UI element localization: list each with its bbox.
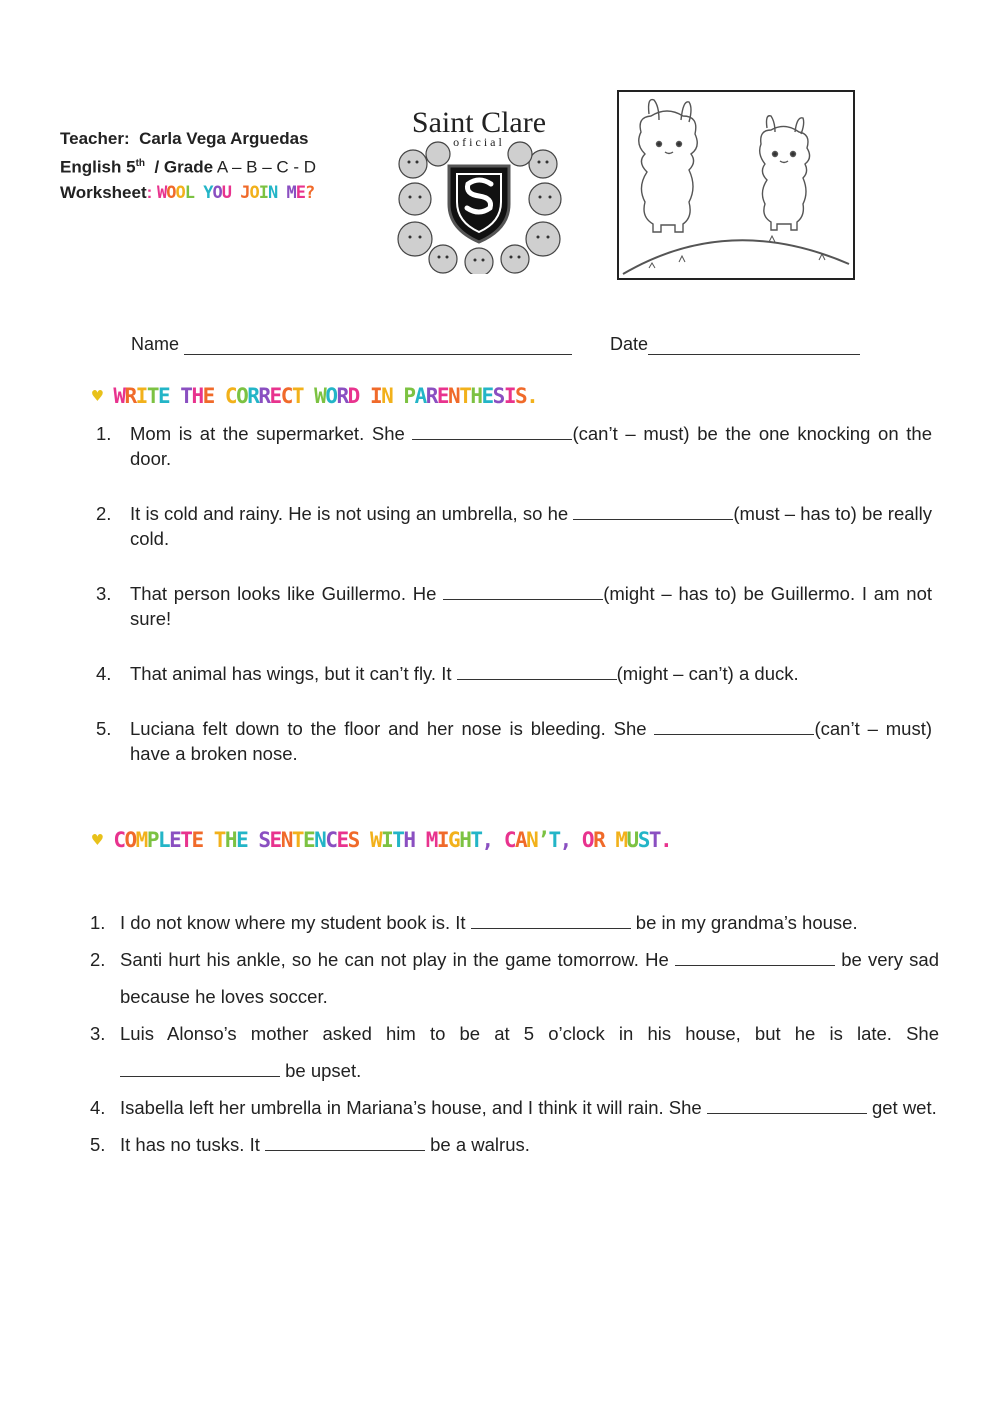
list-item: 1. I do not know where my student book is. It be in my grandma’s house. — [90, 912, 858, 933]
logo-graphic — [393, 104, 565, 274]
answer-blank[interactable] — [457, 662, 617, 680]
subject-sup: th — [135, 158, 146, 169]
subject-line — [60, 151, 316, 180]
answer-blank[interactable] — [412, 422, 572, 440]
llamas-icon — [619, 92, 853, 278]
heart-icon: ♥ — [92, 385, 102, 407]
answer-blank[interactable] — [471, 911, 631, 929]
section2-title — [92, 828, 671, 852]
worksheet-colon: : — [146, 182, 153, 202]
answer-blank[interactable] — [654, 717, 814, 735]
list-item: 4. That animal has wings, but it can’t fly. It (might – can’t) a duck. — [96, 663, 799, 684]
header-info — [60, 126, 316, 206]
subject-label: English 5 — [60, 157, 136, 177]
name-label: Name — [131, 334, 180, 354]
list-item: 1. Mom is at the supermarket. She (can’t – must) be the one knocking on the door. — [96, 423, 932, 469]
teacher-label: Teacher: — [60, 129, 130, 148]
grade-value: A – B – C - D — [216, 157, 317, 177]
logo-sub: oficial — [453, 135, 505, 149]
teacher-line — [60, 126, 316, 151]
list-item: 3. Luis Alonso’s mother asked him to be at 5 o’clock in his house, but he is late. She be upset. — [90, 1023, 939, 1081]
list-item: 5. Luciana felt down to the floor and her nose is bleeding. She (can’t – must) have a broken nose. — [96, 718, 932, 764]
answer-blank[interactable] — [707, 1096, 867, 1114]
heart-icon: ♥ — [92, 829, 102, 851]
answer-blank[interactable] — [573, 502, 733, 520]
worksheet-title: WOOL YOU JOIN ME? — [157, 182, 315, 203]
grade-label: / Grade — [154, 157, 214, 177]
name-field[interactable] — [131, 334, 572, 355]
worksheet-line — [60, 180, 316, 206]
list-item: 5. It has no tusks. It be a walrus. — [90, 1134, 530, 1155]
list-item: 2. Santi hurt his ankle, so he can not play in the game tomorrow. He be very sad because he loves soccer. — [90, 949, 939, 1007]
answer-blank[interactable] — [675, 948, 835, 966]
section1-title — [92, 384, 537, 408]
section2-list — [90, 904, 939, 1163]
school-logo — [393, 104, 565, 274]
list-item: 3. That person looks like Guillermo. He (might – has to) be Guillermo. I am not sure! — [96, 583, 933, 629]
answer-blank[interactable] — [443, 582, 603, 600]
date-label: Date — [610, 334, 649, 354]
answer-blank[interactable] — [265, 1133, 425, 1151]
logo-name: Saint Clare — [411, 106, 547, 139]
date-blank[interactable] — [648, 336, 860, 355]
section1-list — [96, 421, 932, 766]
worksheet-label: Worksheet — [60, 182, 147, 202]
llama-illustration — [617, 90, 855, 280]
section1-title-text: WRITE THE CORRECT WORD IN PARENTHESIS. — [113, 384, 538, 408]
list-item: 4. Isabella left her umbrella in Mariana’s house, and I think it will rain. She get wet. — [90, 1097, 937, 1118]
date-field[interactable] — [610, 334, 860, 355]
section2-title-text: COMPLETE THE SENTENCES WITH MIGHT, CAN’T, OR MUST. — [113, 828, 672, 852]
list-item: 2. It is cold and rainy. He is not using an umbrella, so he (must – has to) be really cold. — [96, 503, 932, 549]
name-blank[interactable] — [184, 336, 572, 355]
answer-blank[interactable] — [120, 1059, 280, 1077]
teacher-name: Carla Vega Arguedas — [139, 129, 309, 148]
